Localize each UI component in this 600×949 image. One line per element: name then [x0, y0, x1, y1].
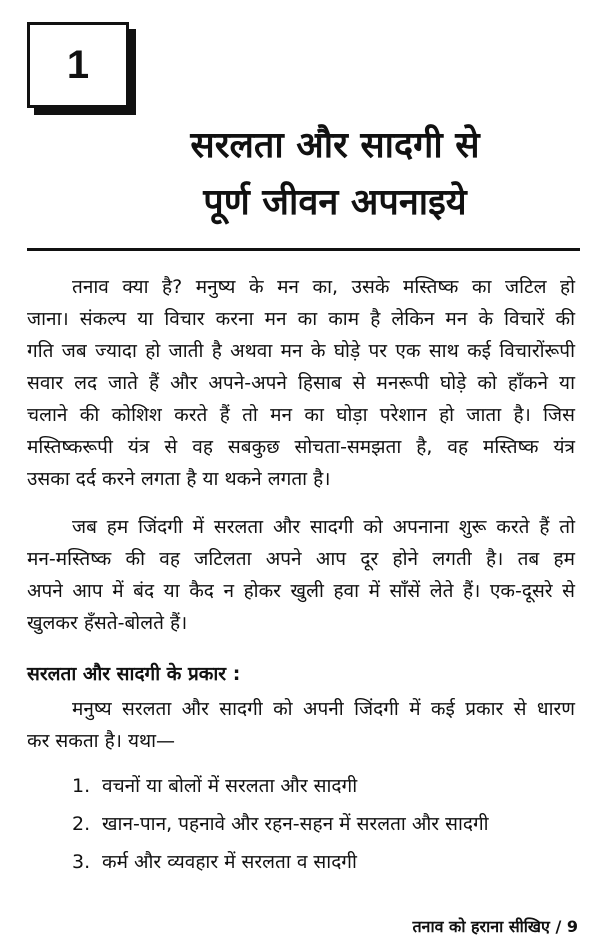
list-number: 1.	[72, 775, 91, 797]
chapter-number-box	[27, 22, 129, 108]
paragraph-1-line: मस्तिष्करूपी यंत्र से वह सबकुछ सोचता-समझता है, वह मस्तिष्क यंत्र	[27, 436, 575, 458]
paragraph-1-line: जाना। संकल्प या विचार करना मन का काम है लेकिन मन के विचारें की	[27, 308, 575, 330]
paragraph-1-line: सवार लद जाते हैं और अपने-अपने हिसाब से मनरूपी घोड़े को हाँकने या	[27, 372, 575, 394]
paragraph-2-line: मन-मस्तिष्क की वह जटिलता अपने आप दूर होने लगती है। तब हम	[27, 548, 575, 570]
paragraph-1-line: उसका दर्द करने लगता है या थकने लगता है।	[27, 468, 331, 490]
title-rule	[27, 248, 580, 251]
paragraph-2-line: अपने आप में बंद या कैद न होकर खुली हवा में साँसें लेते हैं। एक-दूसरे से	[27, 580, 575, 602]
chapter-title-line-1: सरलता और सादगी से	[190, 125, 480, 166]
list-number: 2.	[72, 813, 91, 835]
list-item	[72, 810, 489, 836]
section-paragraph-line: कर सकता है। यथा—	[27, 730, 176, 752]
list-item	[72, 848, 357, 874]
chapter-number: 1	[66, 42, 90, 87]
list-number: 3.	[72, 851, 91, 873]
section-heading: सरलता और सादगी के प्रकार :	[27, 663, 241, 685]
chapter-title-line-2: पूर्ण जीवन अपनाइये	[203, 182, 467, 223]
list-text: खान-पान, पहनावे और रहन-सहन में सरलता और सादगी	[102, 813, 489, 835]
section-paragraph-line: मनुष्य सरलता और सादगी को अपनी जिंदगी में कई प्रकार से धारण	[72, 698, 575, 720]
list-item	[72, 772, 357, 798]
list-text: कर्म और व्यवहार में सरलता व सादगी	[102, 851, 357, 873]
paragraph-1-line: चलाने की कोशिश करते हैं तो मन का घोड़ा परेशान हो जाता है। जिस	[27, 404, 575, 426]
paragraph-1-line: गति जब ज्यादा हो जाती है अथवा मन के घोड़े पर एक साथ कई विचारोंरूपी	[27, 340, 575, 362]
list-text: वचनों या बोलों में सरलता और सादगी	[102, 775, 358, 797]
paragraph-2-line: जब हम जिंदगी में सरलता और सादगी को अपनाना शुरू करते हैं तो	[72, 516, 575, 538]
page-footer: तनाव को हराना सीखिए / 9	[412, 917, 578, 936]
paragraph-1-line: तनाव क्या है? मनुष्य के मन का, उसके मस्तिष्क का जटिल हो	[72, 276, 575, 298]
paragraph-2-line: खुलकर हँसते-बोलते हैं।	[27, 612, 188, 634]
